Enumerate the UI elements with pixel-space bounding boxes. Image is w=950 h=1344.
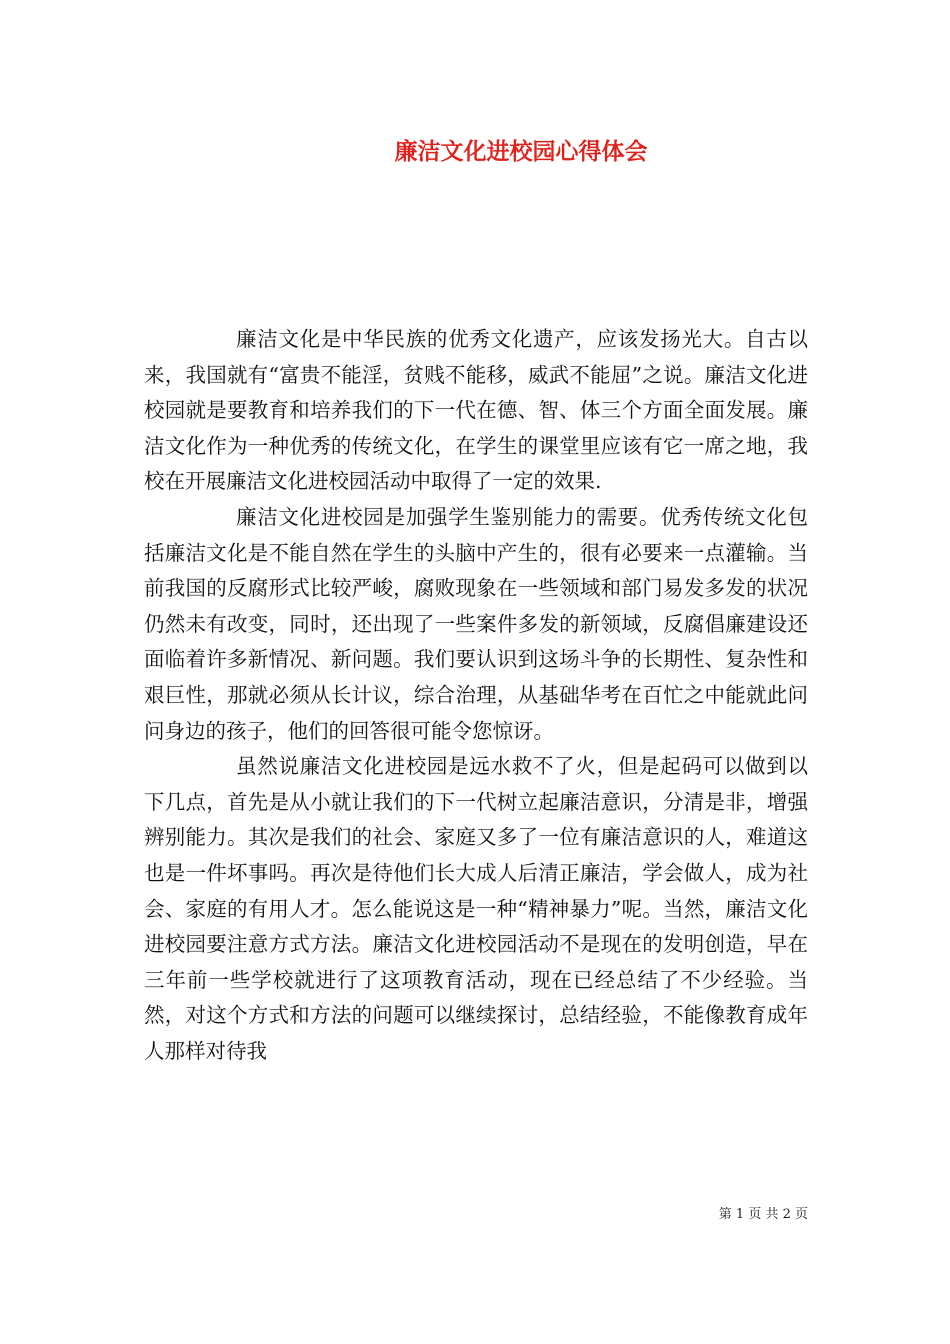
document-title: 廉洁文化进校园心得体会 [394, 138, 648, 165]
page-number-footer: 第 1 页 共 2 页 [718, 1207, 808, 1222]
document-body [144, 322, 808, 1069]
paragraph-3: 虽然说廉洁文化进校园是远水救不了火，但是起码可以做到以下几点，首先是从小就让我们的下一代树立起廉洁意识，分清是非，增强辨别能力。其次是我们的社会、家庭又多了一位有廉洁意识的人，难道这也是一件坏事吗。再次是待他们长大成人后清正廉洁，学会做人，成为社会、家庭的有用人才。怎么能说这是一种“精神暴力”呢。当然，廉洁文化进校园要注意方式方法。廉洁文化进校园活动不是现在的发明创造，早在三年前一些学校就进行了这项教育活动，现在已经总结了不少经验。当然，对这个方式和方法的问题可以继续探讨，总结经验，不能像教育成年人那样对待我 [144, 754, 808, 1063]
paragraph-1: 廉洁文化是中华民族的优秀文化遗产，应该发扬光大。自古以来，我国就有“富贵不能淫，贫贱不能移，威武不能屈”之说。廉洁文化进校园就是要教育和培养我们的下一代在德、智、体三个方面全面发展。廉洁文化作为一种优秀的传统文化，在学生的课堂里应该有它一席之地，我校在开展廉洁文化进校园活动中取得了一定的效果. [144, 327, 808, 494]
paragraph-2: 廉洁文化进校园是加强学生鉴别能力的需要。优秀传统文化包括廉洁文化是不能自然在学生的头脑中产生的，很有必要来一点灌输。当前我国的反腐形式比较严峻，腐败现象在一些领域和部门易发多发的状况仍然未有改变，同时，还出现了一些案件多发的新领域，反腐倡廉建设还面临着许多新情况、新问题。我们要认识到这场斗争的长期性、复杂性和艰巨性，那就必须从长计议，综合治理，从基础华考在百忙之中能就此问问身边的孩子，他们的回答很可能令您惊讶。 [144, 504, 808, 743]
